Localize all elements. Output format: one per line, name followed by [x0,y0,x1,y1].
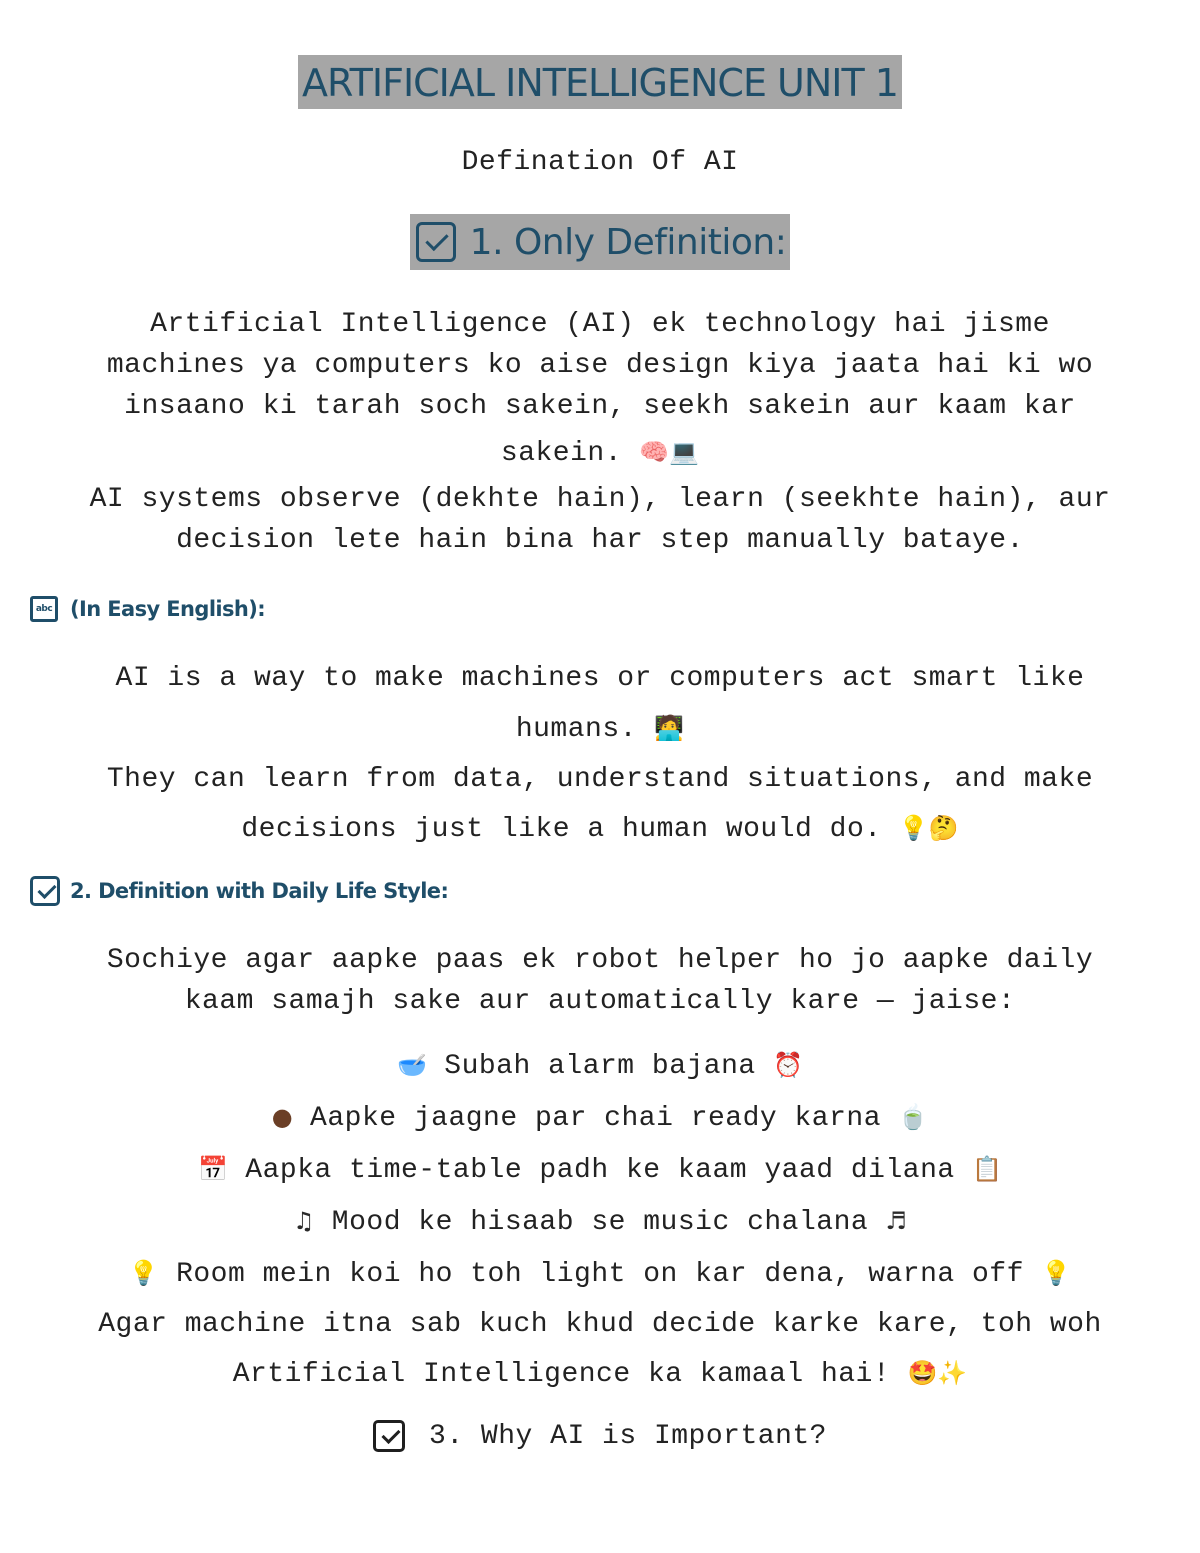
text-line: They can learn from data, understand situations, and make [106,764,1094,795]
text-line: kaam samajh sake aur automatically kare — jaise: [184,986,1016,1017]
easy-english-heading [30,596,265,622]
text-line-with-icons [40,699,1160,759]
list-item-text: Subah alarm bajana [444,1051,756,1082]
text-line: decision lete hain bina har step manually bataye. [176,525,1024,556]
list-item [40,1040,1160,1092]
text-line-with-icons [40,800,1160,858]
lightbulb-icon: 💡 [898,814,929,842]
list-item-text: Aapka time-table padh ke kaam yaad dilana [245,1155,955,1186]
section1-paragraph [40,304,1160,561]
thinking-face-icon: 🤔 [928,814,959,842]
brain-icon: 🧠 [639,438,670,466]
text-line-with-icons [40,427,1160,479]
section2-heading-text: 2. Definition with Daily Life Style: [70,879,449,903]
list-item [40,1092,1160,1144]
alarm-clock-icon: ⏰ [773,1051,803,1079]
section1-heading [410,214,791,270]
list-item-text: Room mein koi ho toh light on kar dena, warna off [176,1259,1024,1290]
text-line: AI systems observe (dekhte hain), learn (seekhte hain), aur [89,484,1111,515]
text-line: decisions just like a human would do. [241,814,882,845]
list-item-text: Aapke jaagne par chai ready karna [310,1103,882,1134]
section1-heading-wrapper [0,214,1200,270]
star-struck-icon: 🤩 [907,1359,938,1387]
list-item [40,1196,1160,1248]
clipboard-icon: 📋 [972,1155,1002,1183]
subtitle: Defination Of AI [461,147,739,178]
text-line: AI is a way to make machines or computers act smart like [115,663,1085,694]
text-line: sakein. [500,438,623,469]
text-line: Artificial Intelligence (AI) ek technology hai jisme [150,309,1050,340]
list-item-text: Mood ke hisaab se music chalana [331,1207,869,1238]
check-box-icon [30,876,60,906]
lightbulb-icon: 💡 [1041,1259,1072,1287]
coffee-bean-icon: ● [271,1103,293,1131]
sparkles-icon: ✨ [937,1359,968,1387]
section2-outro [40,1303,1160,1401]
section3-heading-text: 3. Why AI is Important? [429,1420,827,1452]
list-item [40,1248,1160,1300]
easy-english-paragraph [40,658,1160,858]
text-line-with-icons [40,1347,1160,1401]
abc-input-icon: abc [30,596,58,622]
section2-heading [30,876,448,906]
daily-life-list [40,1040,1160,1300]
text-line: Artificial Intelligence ka kamaal hai! [232,1359,891,1390]
list-item [40,1144,1160,1196]
section2-intro [40,940,1160,1022]
bowl-icon: 🥣 [397,1051,427,1079]
music-notes-icon: ♬ [885,1207,908,1235]
technologist-icon: 🧑‍💻 [654,714,685,742]
text-line: insaano ki tarah soch sakein, seekh sakein aur kaam kar [124,391,1076,422]
text-line: Sochiye agar aapke paas ek robot helper ho jo aapke daily [106,945,1094,976]
text-line: Agar machine itna sab kuch khud decide karke kare, toh woh [98,1309,1102,1340]
text-line: machines ya computers ko aise design kiya jaata hai ki wo [106,350,1094,381]
section1-heading-text: 1. Only Definition: [469,221,787,263]
check-box-icon [416,222,456,262]
calendar-icon: 📅 [198,1155,228,1183]
section3-heading [0,1420,1200,1452]
tea-cup-icon: 🍵 [898,1103,929,1131]
laptop-icon: 💻 [669,438,700,466]
text-line: humans. [515,714,637,745]
check-box-icon [373,1420,405,1452]
easy-english-heading-text: (In Easy English): [70,597,266,621]
title-wrapper [0,55,1200,109]
music-note-icon: ♫ [292,1207,315,1235]
lightbulb-icon: 💡 [128,1259,159,1287]
page-title: ARTIFICIAL INTELLIGENCE UNIT 1 [298,55,902,109]
